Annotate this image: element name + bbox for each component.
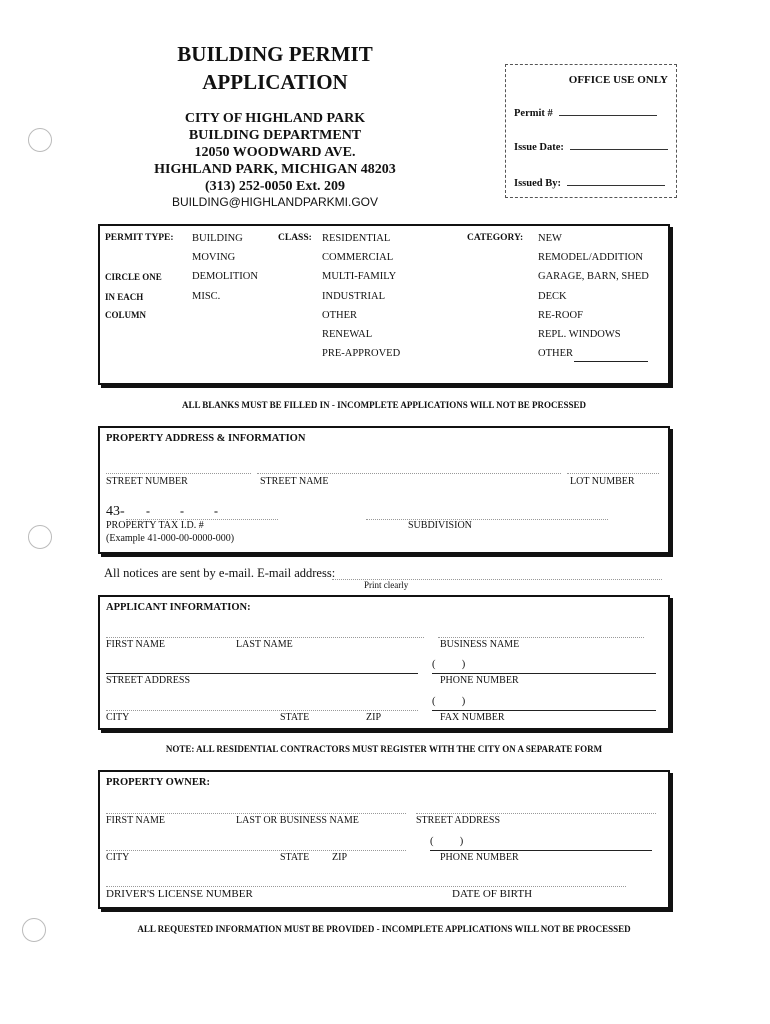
category-option-windows[interactable]: REPL. WINDOWS <box>538 329 621 340</box>
city-label: CITY <box>106 712 130 723</box>
phone: (313) 252-0050 Ext. 209 <box>205 179 345 194</box>
page-title <box>150 40 400 96</box>
owner-city-label: CITY <box>106 852 130 863</box>
owner-heading: PROPERTY OWNER: <box>106 777 210 788</box>
department-name: BUILDING DEPARTMENT <box>188 128 362 143</box>
street-name-field[interactable] <box>257 472 561 474</box>
applicant-name-field[interactable] <box>106 636 424 638</box>
class-option-industrial[interactable]: INDUSTRIAL <box>322 291 385 302</box>
issued-by-field[interactable] <box>567 176 665 186</box>
owner-name-field[interactable] <box>106 812 406 814</box>
contractor-notice: NOTE: ALL RESIDENTIAL CONTRACTORS MUST REGISTER WITH THE CITY ON A SEPARATE FORM <box>165 744 603 754</box>
subdivision-field[interactable] <box>366 518 608 520</box>
category-option-garage[interactable]: GARAGE, BARN, SHED <box>538 271 649 282</box>
permit-number-row <box>514 106 657 119</box>
owner-phone-label: PHONE NUMBER <box>440 852 519 863</box>
permit-option-misc[interactable]: MISC. <box>192 291 221 302</box>
permit-option-moving[interactable]: MOVING <box>192 252 236 263</box>
email-hint: Print clearly <box>364 580 409 590</box>
applicant-street-field[interactable] <box>106 672 418 674</box>
owner-license-dob-field[interactable] <box>106 885 626 887</box>
blanks-notice: ALL BLANKS MUST BE FILLED IN - INCOMPLETE APPLICATIONS WILL NOT BE PROCESSED <box>182 400 586 410</box>
applicant-section <box>98 595 670 730</box>
permit-type-section <box>98 224 670 385</box>
street-address-label: STREET ADDRESS <box>106 675 190 686</box>
fax-area-code: ( ) <box>432 696 466 707</box>
tax-id-label: PROPERTY TAX I.D. # <box>106 520 204 531</box>
category-option-re-roof[interactable]: RE-ROOF <box>538 310 583 321</box>
category-label: CATEGORY: <box>467 233 524 243</box>
drivers-license-label: DRIVER'S LICENSE NUMBER <box>106 888 253 900</box>
applicant-fax-field[interactable] <box>432 709 656 711</box>
title-line-1: BUILDING PERMIT <box>177 42 373 66</box>
class-label: CLASS: <box>278 233 312 243</box>
fax-number-label: FAX NUMBER <box>440 712 505 723</box>
street-number-field[interactable] <box>106 472 251 474</box>
owner-last-name-label: LAST OR BUSINESS NAME <box>236 815 359 826</box>
category-other-field[interactable] <box>574 360 648 362</box>
applicant-phone-field[interactable] <box>432 672 656 674</box>
city-name: CITY OF HIGHLAND PARK <box>184 111 366 126</box>
office-use-heading: OFFICE USE ONLY <box>568 74 668 86</box>
applicant-heading: APPLICANT INFORMATION: <box>106 602 251 613</box>
owner-first-name-label: FIRST NAME <box>106 815 165 826</box>
category-option-other[interactable]: OTHER <box>538 348 573 359</box>
punch-hole <box>28 128 52 152</box>
category-option-deck[interactable]: DECK <box>538 291 567 302</box>
date-of-birth-label: DATE OF BIRTH <box>452 888 533 900</box>
owner-state-label: STATE <box>280 852 310 863</box>
owner-street-label: STREET ADDRESS <box>416 815 500 826</box>
owner-phone-field[interactable] <box>430 849 652 851</box>
punch-hole <box>22 918 46 942</box>
class-option-multi-family[interactable]: MULTI-FAMILY <box>322 271 397 282</box>
issue-date-row <box>514 140 668 153</box>
last-name-label: LAST NAME <box>236 639 293 650</box>
street-address: 12050 WOODWARD AVE. <box>194 145 356 160</box>
class-option-other[interactable]: OTHER <box>322 310 357 321</box>
issue-date-field[interactable] <box>570 140 668 150</box>
department-address <box>130 110 420 195</box>
owner-street-field[interactable] <box>416 812 656 814</box>
instruction-line-1: CIRCLE ONE <box>105 272 162 282</box>
email-notice: All notices are sent by e-mail. E-mail address: <box>104 566 336 580</box>
owner-phone-area-code: ( ) <box>430 836 464 847</box>
city-state-zip: HIGHLAND PARK, MICHIGAN 48203 <box>154 162 396 177</box>
business-name-field[interactable] <box>438 636 644 638</box>
subdivision-label: SUBDIVISION <box>408 520 472 531</box>
lot-number-field[interactable] <box>567 472 659 474</box>
punch-hole <box>28 525 52 549</box>
category-option-new[interactable]: NEW <box>538 233 562 244</box>
state-label: STATE <box>280 712 310 723</box>
owner-zip-label: ZIP <box>332 852 347 863</box>
tax-id-prefix: 43- <box>106 504 125 519</box>
street-name-label: STREET NAME <box>260 476 329 487</box>
permit-type-label: PERMIT TYPE: <box>105 233 174 243</box>
lot-number-label: LOT NUMBER <box>570 476 635 487</box>
owner-section <box>98 770 670 909</box>
permit-option-demolition[interactable]: DEMOLITION <box>192 271 258 282</box>
phone-number-label: PHONE NUMBER <box>440 675 519 686</box>
office-use-box <box>505 64 677 198</box>
permit-number-field[interactable] <box>559 106 657 116</box>
class-option-renewal[interactable]: RENEWAL <box>322 329 373 340</box>
tax-id-example: (Example 41-000-00-0000-000) <box>106 533 235 544</box>
applicant-city-field[interactable] <box>106 709 418 711</box>
category-option-remodel[interactable]: REMODEL/ADDITION <box>538 252 643 263</box>
owner-city-field[interactable] <box>106 849 406 851</box>
class-option-commercial[interactable]: COMMERCIAL <box>322 252 394 263</box>
title-line-2: APPLICATION <box>202 70 348 94</box>
instruction-line-2: IN EACH <box>105 292 144 302</box>
permit-option-building[interactable]: BUILDING <box>192 233 243 244</box>
business-name-label: BUSINESS NAME <box>440 639 520 650</box>
first-name-label: FIRST NAME <box>106 639 165 650</box>
property-section <box>98 426 670 554</box>
zip-label: ZIP <box>366 712 381 723</box>
department-email: BUILDING@HIGHLANDPARKMI.GOV <box>172 195 378 209</box>
street-number-label: STREET NUMBER <box>106 476 188 487</box>
class-option-residential[interactable]: RESIDENTIAL <box>322 233 391 244</box>
permit-number-label: Permit # <box>514 108 553 119</box>
issued-by-row <box>514 176 665 189</box>
tax-id-dashes: - - - <box>146 504 218 518</box>
class-option-pre-approved[interactable]: PRE-APPROVED <box>322 348 401 359</box>
issued-by-label: Issued By: <box>514 178 561 189</box>
phone-area-code: ( ) <box>432 659 466 670</box>
issue-date-label: Issue Date: <box>514 142 564 153</box>
property-heading: PROPERTY ADDRESS & INFORMATION <box>106 433 306 444</box>
requested-info-notice: ALL REQUESTED INFORMATION MUST BE PROVIDED - INCOMPLETE APPLICATIONS WILL NOT BE PROCESSED <box>137 924 631 934</box>
instruction-line-3: COLUMN <box>105 310 146 320</box>
